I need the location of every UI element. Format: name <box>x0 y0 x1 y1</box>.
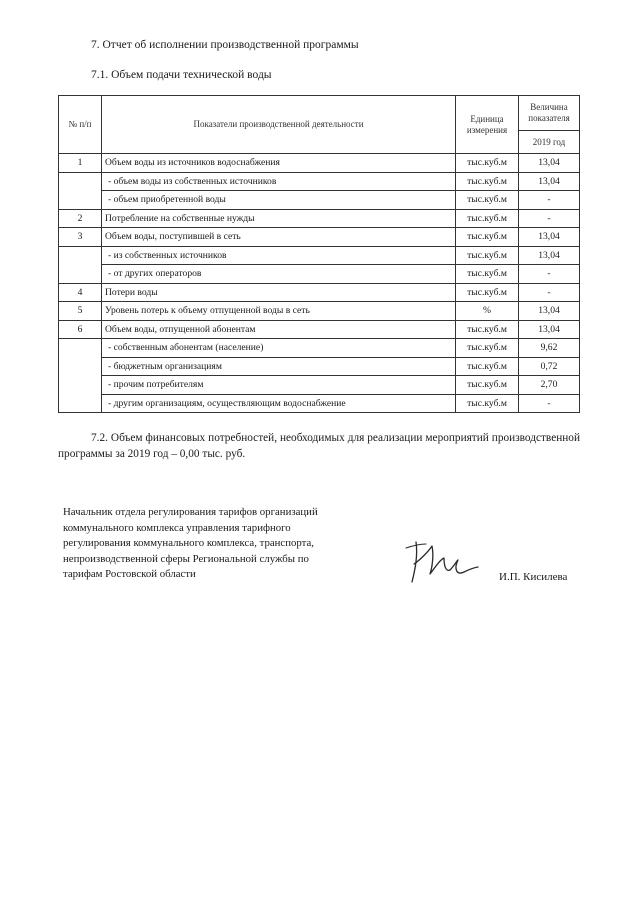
row-indicator: Потери воды <box>102 283 456 302</box>
production-program-table <box>58 95 580 413</box>
header-unit: Единица измерения <box>456 96 519 154</box>
table-row <box>59 339 580 358</box>
row-indicator: Уровень потерь к объему отпущенной воды в сеть <box>102 302 456 321</box>
row-unit: тыс.куб.м <box>456 191 519 210</box>
table-row <box>59 320 580 339</box>
row-value: 13,04 <box>519 228 580 247</box>
table-row <box>59 191 580 210</box>
header-indicator: Показатели производственной деятельности <box>102 96 456 154</box>
subsection-title: 7.1. Объем подачи технической воды <box>91 69 272 81</box>
row-num: 4 <box>59 283 102 302</box>
table-row <box>59 154 580 173</box>
signer-name: И.П. Кисилева <box>499 571 568 583</box>
row-num <box>59 246 102 283</box>
row-value: 9,62 <box>519 339 580 358</box>
row-num <box>59 172 102 209</box>
section-title: 7. Отчет об исполнении производственной программы <box>91 39 359 51</box>
signer-title-line: непроизводственной сферы Региональной службы по <box>63 552 309 565</box>
row-unit: тыс.куб.м <box>456 265 519 284</box>
row-indicator: Объем воды, поступившей в сеть <box>102 228 456 247</box>
table-row <box>59 172 580 191</box>
row-indicator: - другим организациям, осуществляющим водоснабжение <box>102 394 456 413</box>
row-value: 13,04 <box>519 320 580 339</box>
row-indicator: - из собственных источников <box>102 246 456 265</box>
row-num <box>59 339 102 413</box>
row-value: 13,04 <box>519 246 580 265</box>
row-num: 3 <box>59 228 102 247</box>
row-indicator: - прочим потребителям <box>102 376 456 395</box>
row-indicator: - от других операторов <box>102 265 456 284</box>
row-num: 2 <box>59 209 102 228</box>
table-row <box>59 283 580 302</box>
row-unit: тыс.куб.м <box>456 339 519 358</box>
row-value: - <box>519 283 580 302</box>
table-row <box>59 265 580 284</box>
row-indicator: Объем воды из источников водоснабжения <box>102 154 456 173</box>
row-unit: тыс.куб.м <box>456 228 519 247</box>
row-indicator: - объем приобретенной воды <box>102 191 456 210</box>
table-row <box>59 228 580 247</box>
row-unit: тыс.куб.м <box>456 376 519 395</box>
signer-title-line: регулирования коммунального комплекса, транспорта, <box>63 537 314 549</box>
header-year: 2019 год <box>519 131 580 154</box>
row-unit: тыс.куб.м <box>456 154 519 173</box>
financial-needs-paragraph: 7.2. Объем финансовых потребностей, необходимых для реализации мероприятий производственной программы за 2019 год – 0,00 тыс. руб. <box>58 432 580 460</box>
row-unit: % <box>456 302 519 321</box>
header-value: Величина показателя <box>519 96 580 131</box>
table-row <box>59 209 580 228</box>
row-unit: тыс.куб.м <box>456 209 519 228</box>
row-value: 2,70 <box>519 376 580 395</box>
row-unit: тыс.куб.м <box>456 283 519 302</box>
row-value: 0,72 <box>519 357 580 376</box>
signature-image <box>402 534 482 586</box>
row-unit: тыс.куб.м <box>456 320 519 339</box>
row-value: - <box>519 394 580 413</box>
signer-title <box>63 505 383 583</box>
row-indicator: Потребление на собственные нужды <box>102 209 456 228</box>
header-num: № п/п <box>59 96 102 154</box>
row-num: 1 <box>59 154 102 173</box>
table-row <box>59 357 580 376</box>
row-indicator: Объем воды, отпущенной абонентам <box>102 320 456 339</box>
row-value: 13,04 <box>519 302 580 321</box>
row-value: - <box>519 265 580 284</box>
row-value: 13,04 <box>519 154 580 173</box>
row-value: 13,04 <box>519 172 580 191</box>
row-num: 5 <box>59 302 102 321</box>
signer-title-line: коммунального комплекса управления тарифного <box>63 521 291 534</box>
row-value: - <box>519 191 580 210</box>
row-indicator: - объем воды из собственных источников <box>102 172 456 191</box>
signer-title-line: Начальник отдела регулирования тарифов организаций <box>63 506 318 518</box>
row-num: 6 <box>59 320 102 339</box>
row-indicator: - собственным абонентам (население) <box>102 339 456 358</box>
row-value: - <box>519 209 580 228</box>
row-indicator: - бюджетным организациям <box>102 357 456 376</box>
row-unit: тыс.куб.м <box>456 394 519 413</box>
row-unit: тыс.куб.м <box>456 172 519 191</box>
table-row <box>59 302 580 321</box>
signer-title-line: тарифам Ростовской области <box>63 568 196 580</box>
row-unit: тыс.куб.м <box>456 357 519 376</box>
table-row <box>59 376 580 395</box>
table-row <box>59 246 580 265</box>
table-row <box>59 394 580 413</box>
row-unit: тыс.куб.м <box>456 246 519 265</box>
